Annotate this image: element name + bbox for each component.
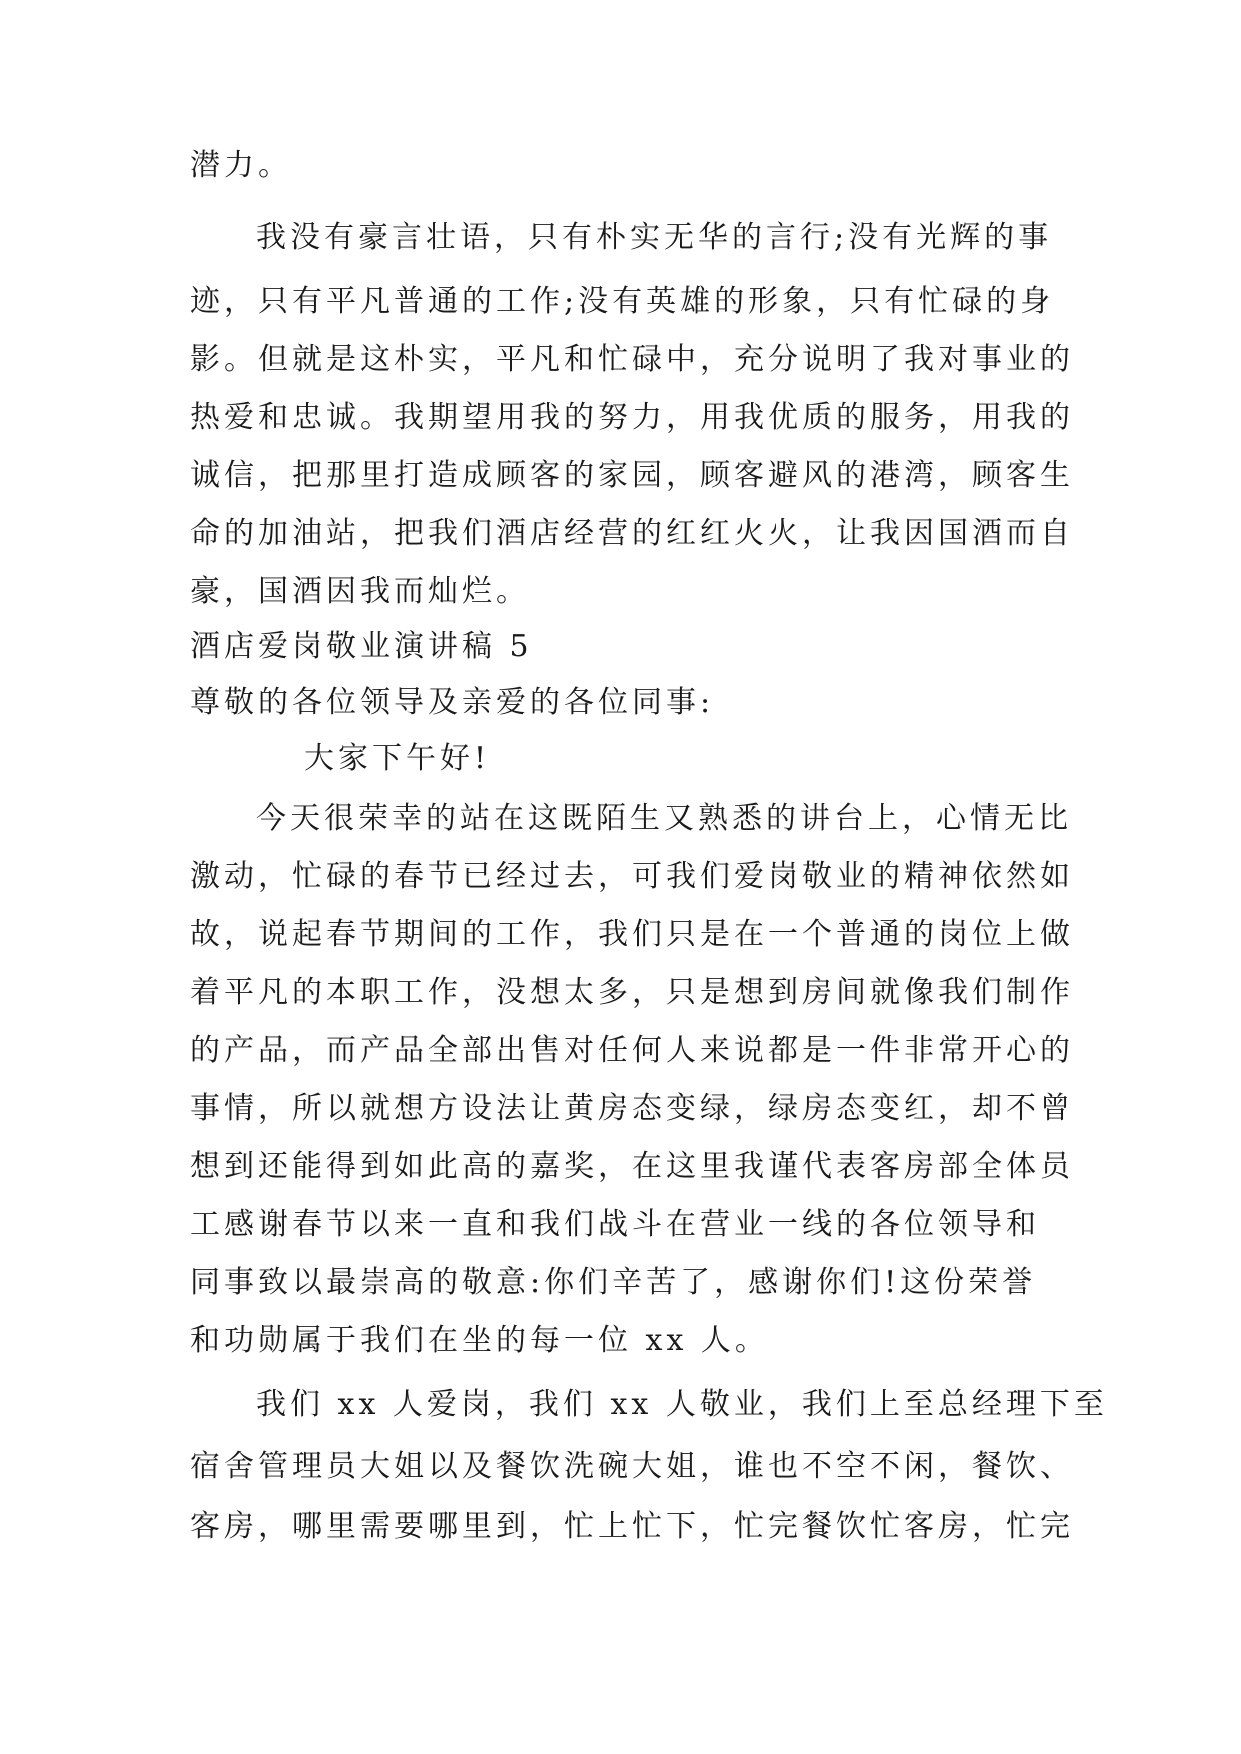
text-line: 着平凡的本职工作，没想太多，只是想到房间就像我们制作 [190,975,1074,1010]
text-line: 今天很荣幸的站在这既陌生又熟悉的讲台上，心情无比 [256,801,1072,836]
text-line: 诚信，把那里打造成顾客的家园，顾客避风的港湾，顾客生 [190,458,1074,493]
text-line: 影。但就是这朴实，平凡和忙碌中，充分说明了我对事业的 [190,342,1074,377]
text-line: 我们 xx 人爱岗，我们 xx 人敬业，我们上至总经理下至 [256,1387,1108,1422]
text-line: 事情，所以就想方设法让黄房态变绿，绿房态变红，却不曾 [190,1091,1074,1126]
text-line: 潜力。 [190,148,292,183]
text-line: 工感谢春节以来一直和我们战斗在营业一线的各位领导和 [190,1207,1040,1242]
greeting: 大家下午好! [304,741,491,776]
salutation: 尊敬的各位领导及亲爱的各位同事: [190,685,715,720]
text-line: 客房，哪里需要哪里到，忙上忙下，忙完餐饮忙客房，忙完 [190,1509,1074,1544]
text-line: 想到还能得到如此高的嘉奖，在这里我谨代表客房部全体员 [190,1149,1074,1184]
text-line: 同事致以最崇高的敬意:你们辛苦了，感谢你们!这份荣誉 [190,1265,1037,1300]
text-line: 豪，国酒因我而灿烂。 [190,574,530,609]
text-line: 我没有豪言壮语，只有朴实无华的言行;没有光辉的事 [256,220,1053,255]
text-line: 命的加油站，把我们酒店经营的红红火火，让我因国酒而自 [190,516,1074,551]
text-line: 和功勋属于我们在坐的每一位 xx 人。 [190,1323,769,1358]
text-line: 的产品，而产品全部出售对任何人来说都是一件非常开心的 [190,1033,1074,1068]
text-line: 迹，只有平凡普通的工作;没有英雄的形象，只有忙碌的身 [190,284,1055,319]
text-line: 宿舍管理员大姐以及餐饮洗碗大姐，谁也不空不闲，餐饮、 [190,1449,1074,1484]
text-line: 热爱和忠诚。我期望用我的努力，用我优质的服务，用我的 [190,400,1074,435]
text-line: 激动，忙碌的春节已经过去，可我们爱岗敬业的精神依然如 [190,859,1074,894]
text-line: 故，说起春节期间的工作，我们只是在一个普通的岗位上做 [190,917,1074,952]
section-heading: 酒店爱岗敬业演讲稿 5 [190,629,533,664]
